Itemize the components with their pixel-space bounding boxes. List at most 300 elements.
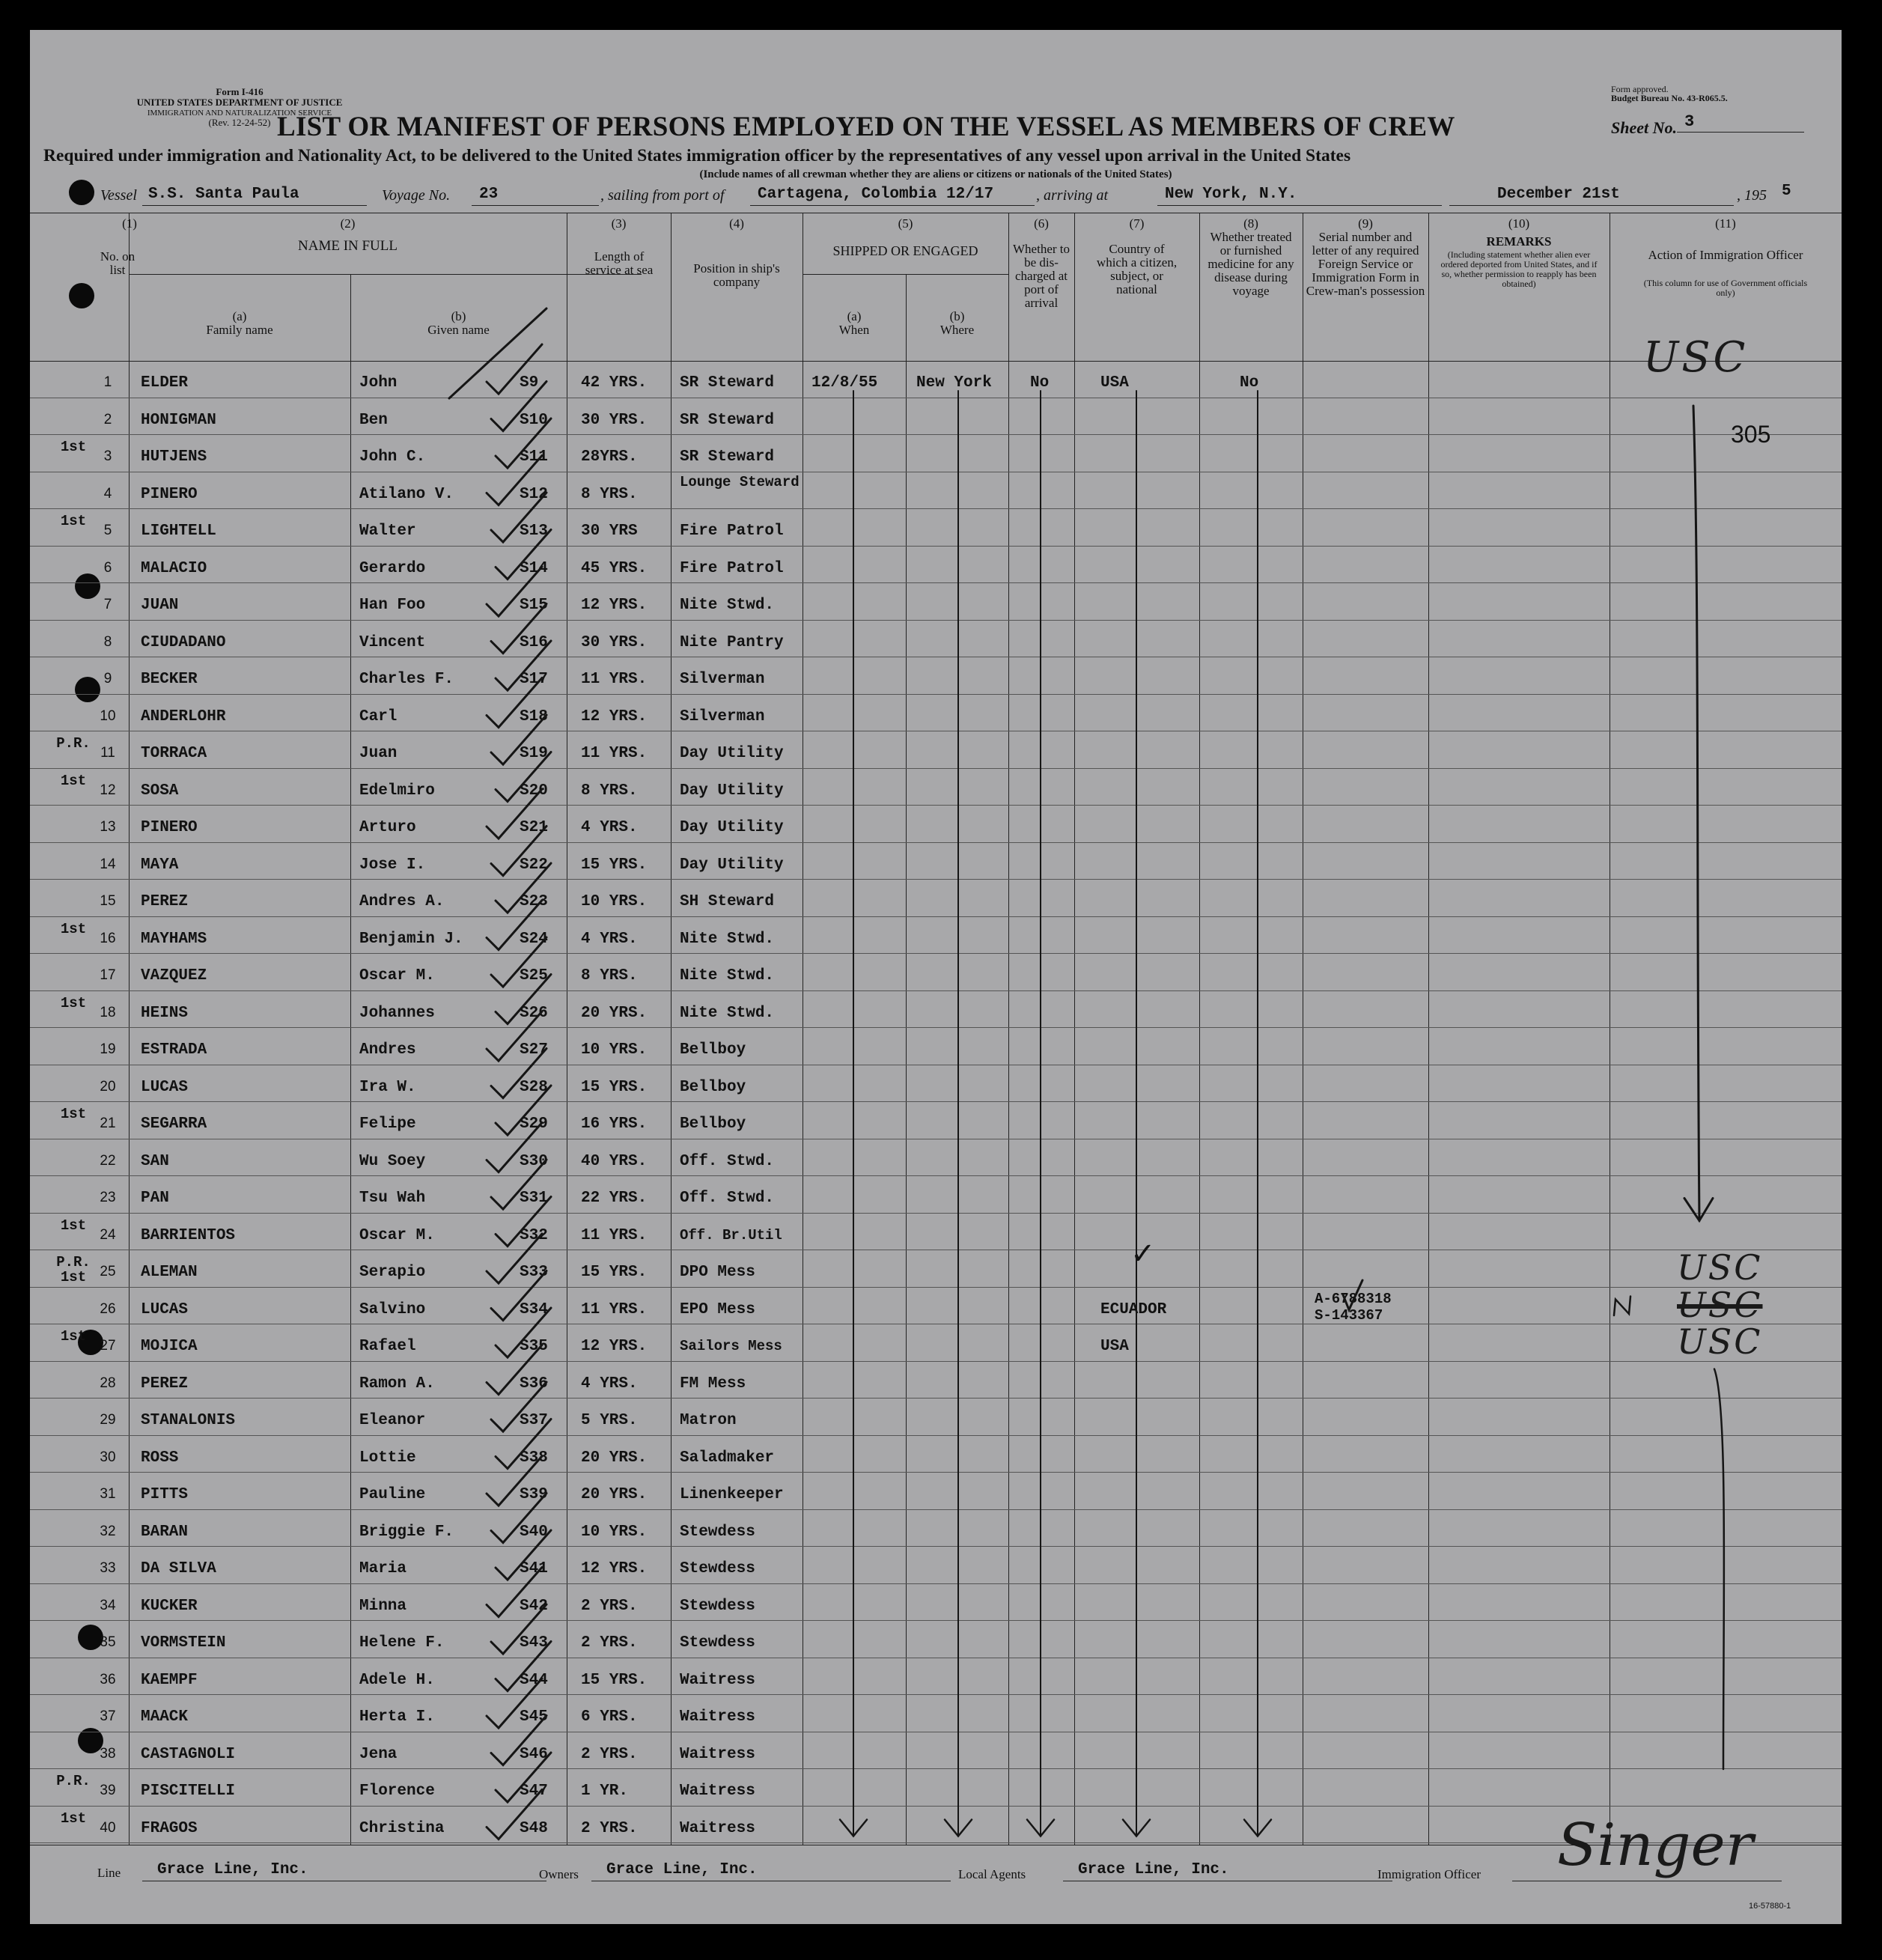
- cell-country: ECUADOR: [1100, 1300, 1167, 1318]
- form-note: (Include names of all crewman whether they are aliens or citizens or nationals of the United States): [699, 168, 1172, 180]
- cell-family: HEINS: [141, 1004, 189, 1022]
- cell-serial: S42: [520, 1597, 548, 1615]
- cell-years: 2 YRS.: [581, 1745, 638, 1763]
- cell-given: Herta I.: [359, 1708, 435, 1726]
- cell-years: 15 YRS.: [581, 1078, 648, 1096]
- cell-given: Briggie F.: [359, 1523, 454, 1541]
- form-number: Form I-416: [216, 86, 264, 97]
- cell-given: Carl: [359, 707, 398, 725]
- cell-position: Fire Patrol: [680, 559, 784, 577]
- cell-family: TORRACA: [141, 745, 207, 762]
- cell-given: Salvino: [359, 1300, 426, 1318]
- row-note: P.R.: [56, 1773, 91, 1789]
- cell-family: BARAN: [141, 1523, 189, 1541]
- agency-line-2: IMMIGRATION AND NATURALIZATION SERVICE: [147, 109, 332, 118]
- row-number: 35: [100, 1634, 116, 1650]
- cell-serial: S26: [520, 1004, 548, 1022]
- row-number: 21: [100, 1116, 116, 1131]
- cell-serial: S36: [520, 1375, 548, 1393]
- col-5a-header: (a) When: [838, 309, 870, 337]
- action-usc: USC: [1677, 1284, 1763, 1325]
- hand-check-mark: [496, 1530, 551, 1580]
- row-number: 7: [103, 597, 112, 612]
- row-number: 22: [100, 1152, 116, 1169]
- cell-serial: S13: [520, 523, 548, 540]
- row-number: 26: [100, 1300, 116, 1317]
- cell-given: Edelmiro: [359, 782, 435, 800]
- hand-check-mark: [487, 901, 542, 950]
- col-11-header: Action of Immigration Officer: [1648, 248, 1803, 262]
- cell-position: Stewdess: [680, 1597, 755, 1615]
- cell-position: Stewdess: [680, 1634, 755, 1652]
- cell-position: Bellboy: [680, 1041, 746, 1059]
- cell-position: SR Steward: [680, 448, 775, 466]
- hand-check-mark: [491, 827, 546, 876]
- row-number: 18: [100, 1004, 116, 1020]
- cell-given: Adele H.: [359, 1671, 435, 1689]
- row-number: 24: [100, 1226, 116, 1243]
- cell-given: Ramon A.: [359, 1375, 435, 1393]
- row-number: 16: [100, 930, 116, 946]
- arrow-line: [1714, 1369, 1724, 1770]
- row-number: 29: [100, 1412, 116, 1428]
- col-3-header: Length of service at sea: [585, 249, 654, 277]
- cell-given: Han Foo: [359, 597, 426, 614]
- cell-position: Off. Br.Util: [680, 1226, 782, 1244]
- cell-position: EPO Mess: [680, 1300, 755, 1318]
- footer-owners-value: Grace Line, Inc.: [606, 1861, 758, 1878]
- cell-country: USA: [1100, 374, 1129, 392]
- cell-position: FM Mess: [680, 1375, 746, 1393]
- cell-given: Lottie: [359, 1449, 416, 1467]
- cell-position: Matron: [680, 1412, 737, 1429]
- hand-check-mark: [487, 1345, 542, 1395]
- row-number: 4: [103, 485, 112, 502]
- cell-country: ✓: [1130, 1237, 1156, 1271]
- cell-family: LUCAS: [141, 1300, 189, 1318]
- cell-position: Day Utility: [680, 782, 784, 800]
- cell-years: 8 YRS.: [581, 967, 638, 984]
- hand-check-mark: [491, 1716, 546, 1765]
- row-number: 17: [100, 967, 116, 983]
- cell-serial: S15: [520, 597, 548, 614]
- cell-years: 28YRS.: [581, 448, 638, 466]
- row-number: 5: [103, 523, 112, 538]
- col-2a-header: (a) Family name: [206, 309, 273, 337]
- cell-given: Benjamin J.: [359, 930, 463, 948]
- cell-family: MAACK: [141, 1708, 189, 1726]
- cell-years: 10 YRS.: [581, 1041, 648, 1059]
- row-number: 33: [100, 1560, 116, 1576]
- hand-check-mark: [496, 1086, 551, 1135]
- cell-serial: S33: [520, 1264, 548, 1281]
- cell-family: CASTAGNOLI: [141, 1745, 236, 1763]
- row-number: 12: [100, 782, 116, 798]
- cell-years: 4 YRS.: [581, 819, 638, 836]
- form-subtitle: Required under immigration and Nationality Act, to be delivered to the United States immigration officer by the representatives of any vessel upon arrival in the United States: [43, 146, 1351, 165]
- col-6-number: (6): [1034, 216, 1049, 231]
- cell-years: 2 YRS.: [581, 1634, 638, 1652]
- cell-years: 8 YRS.: [581, 782, 638, 800]
- cell-years: 2 YRS.: [581, 1597, 638, 1615]
- cell-position: Silverman: [680, 671, 765, 688]
- cell-given: Oscar M.: [359, 1226, 435, 1244]
- cell-years: 11 YRS.: [581, 671, 648, 688]
- hand-check-mark: [487, 1790, 542, 1839]
- cell-given: Juan: [359, 745, 398, 762]
- row-number: 23: [100, 1190, 116, 1205]
- cell-years: 6 YRS.: [581, 1708, 638, 1726]
- cell-given: Ben: [359, 411, 388, 429]
- hand-check-mark: [496, 752, 551, 802]
- cell-family: PINERO: [141, 485, 198, 503]
- cell-years: 20 YRS.: [581, 1004, 648, 1022]
- col-7-header: Country of which a citizen, subject, or national: [1096, 242, 1178, 296]
- col-4-header: Position in ship's company: [693, 261, 780, 289]
- form-approved: Form approved.: [1611, 84, 1669, 94]
- col-10-header: REMARKS: [1486, 234, 1552, 249]
- cell-serial: S17: [520, 671, 548, 688]
- footer-agents-label: Local Agents: [958, 1867, 1026, 1881]
- cell-years: 12 YRS.: [581, 1560, 648, 1577]
- cell-years: 15 YRS.: [581, 1671, 648, 1689]
- cell-position: Nite Stwd.: [680, 930, 775, 948]
- officer-signature: Singer: [1557, 1812, 1753, 1879]
- cell-position: Nite Stwd.: [680, 597, 775, 614]
- hand-check-mark: [496, 1197, 551, 1247]
- cell-years: 5 YRS.: [581, 1412, 638, 1429]
- cell-serial: S9: [520, 374, 539, 392]
- hand-check-mark: [487, 567, 542, 616]
- col-10-subheader: (Including statement whether alien ever ordered deported from United States, and if so, whether permission to reapply has been obtained): [1440, 249, 1598, 289]
- row-number: 25: [100, 1264, 116, 1279]
- cell-given: Arturo: [359, 819, 416, 836]
- cell-country: USA: [1100, 1338, 1129, 1355]
- cell-years: 4 YRS.: [581, 1375, 638, 1393]
- row-number: 1: [103, 374, 112, 390]
- sailing-from: Cartagena, Colombia 12/17: [758, 186, 994, 203]
- cell-position: Day Utility: [680, 745, 784, 762]
- cell-position: SR Steward: [680, 374, 775, 392]
- cell-position: DPO Mess: [680, 1264, 755, 1281]
- cell-years: 15 YRS.: [581, 1264, 648, 1281]
- row-number: 34: [100, 1597, 116, 1613]
- cell-years: 10 YRS.: [581, 1523, 648, 1541]
- cell-given: Tsu Wah: [359, 1190, 426, 1207]
- cell-position: Day Utility: [680, 819, 784, 836]
- col-7-number: (7): [1129, 216, 1145, 231]
- cell-position: Fire Patrol: [680, 523, 784, 540]
- cell-serial: S37: [520, 1412, 548, 1429]
- cell-family: PITTS: [141, 1486, 189, 1503]
- cell-family: STANALONIS: [141, 1412, 236, 1429]
- row-number: 19: [100, 1041, 116, 1057]
- year-prefix: , 195: [1737, 187, 1767, 204]
- row-number: 15: [100, 893, 116, 909]
- cell-family: PISCITELLI: [141, 1783, 236, 1800]
- hand-check-mark: [449, 308, 546, 398]
- cell-given: Wu Soey: [359, 1152, 426, 1170]
- hand-check-mark: [487, 344, 542, 394]
- cell-position: Silverman: [680, 707, 765, 725]
- cell-serial: S48: [520, 1819, 548, 1837]
- cell-family: LUCAS: [141, 1078, 189, 1096]
- cell-given: Ira W.: [359, 1078, 416, 1096]
- cell-given: Serapio: [359, 1264, 426, 1281]
- row-note: P.R. 1st: [56, 1254, 91, 1285]
- footer-officer-label: Immigration Officer: [1377, 1867, 1481, 1881]
- year-suffix: 5: [1782, 183, 1791, 200]
- cell-serial: S14: [520, 559, 548, 577]
- row-note: P.R.: [56, 735, 91, 752]
- cell-serial: S38: [520, 1449, 548, 1467]
- cell-given: Florence: [359, 1783, 435, 1800]
- hand-check-mark: [491, 604, 546, 654]
- row-note: 1st: [60, 920, 87, 937]
- cell-serial: S43: [520, 1634, 548, 1652]
- cell-position: Waitress: [680, 1819, 755, 1837]
- cell-years: 20 YRS.: [581, 1486, 648, 1503]
- voyage-label: Voyage No.: [382, 187, 451, 204]
- cell-serial: S12: [520, 485, 548, 503]
- row-number: 20: [100, 1078, 116, 1095]
- row-number: 40: [100, 1819, 116, 1836]
- cell-serial: S47: [520, 1783, 548, 1800]
- cell-family: JUAN: [141, 597, 179, 614]
- hand-check-mark: [496, 863, 551, 913]
- cell-serial: S11: [520, 448, 548, 466]
- cell-years: 40 YRS.: [581, 1152, 648, 1170]
- row-number: 28: [100, 1375, 116, 1391]
- cell-treated: No: [1240, 374, 1259, 392]
- hand-check-mark: [487, 789, 542, 839]
- cell-given: Helene F.: [359, 1634, 445, 1652]
- cell-serial: S34: [520, 1300, 548, 1318]
- cell-family: DA SILVA: [141, 1560, 216, 1577]
- cell-discharged: No: [1030, 374, 1050, 392]
- cell-given: Pauline: [359, 1486, 426, 1503]
- cell-family: ELDER: [141, 374, 189, 392]
- cell-when: 12/8/55: [811, 374, 878, 392]
- cell-family: ESTRADA: [141, 1041, 207, 1059]
- cell-position: Bellboy: [680, 1078, 746, 1096]
- cell-given: Gerardo: [359, 559, 426, 577]
- cell-years: 8 YRS.: [581, 485, 638, 503]
- col-5-header: SHIPPED OR ENGAGED: [832, 243, 978, 258]
- hand-check-mark: [491, 493, 546, 542]
- cell-where: New York: [916, 374, 992, 392]
- action-usc-row1: USC: [1643, 333, 1749, 382]
- cell-family: KAEMPF: [141, 1671, 198, 1689]
- col-9-number: (9): [1358, 216, 1373, 231]
- row-number: 37: [100, 1708, 116, 1724]
- col-11-subheader: (This column for use of Government officials only): [1643, 278, 1808, 298]
- cell-years: 45 YRS.: [581, 559, 648, 577]
- sheet-label: Sheet No.: [1611, 118, 1677, 137]
- col-2b-header: (b) Given name: [427, 309, 490, 337]
- row-number: 2: [103, 411, 112, 427]
- cell-position: Lounge Steward: [680, 473, 800, 490]
- hand-check-mark: [491, 1160, 546, 1209]
- cell-family: SEGARRA: [141, 1116, 207, 1133]
- hand-check-mark: [487, 1123, 542, 1172]
- form-title: LIST OR MANIFEST OF PERSONS EMPLOYED ON THE VESSEL AS MEMBERS OF CREW: [277, 112, 1455, 142]
- hand-check-mark: [491, 1382, 546, 1431]
- row-note: 1st: [60, 994, 87, 1011]
- cell-family: SAN: [141, 1152, 169, 1170]
- hand-check-mark: [1343, 1280, 1362, 1310]
- row-number: 6: [103, 559, 112, 576]
- cell-given: Andres A.: [359, 893, 445, 910]
- cell-given: Maria: [359, 1560, 407, 1577]
- form-revision: (Rev. 12-24-52): [208, 117, 271, 128]
- vessel-label: Vessel: [100, 187, 137, 204]
- hand-n-mark: [1614, 1297, 1630, 1316]
- hand-check-mark: [491, 1604, 546, 1654]
- row-note: 1st: [60, 439, 87, 455]
- cell-given: Charles F.: [359, 671, 454, 688]
- cell-given: Rafael: [359, 1338, 416, 1355]
- row-number: 10: [100, 707, 116, 724]
- cell-family: PINERO: [141, 819, 198, 836]
- row-note: 1st: [60, 1328, 87, 1345]
- cell-given: Jose I.: [359, 856, 426, 874]
- hand-check-mark: [491, 1049, 546, 1098]
- cell-family: ROSS: [141, 1449, 179, 1467]
- hand-check-mark: [496, 1308, 551, 1357]
- cell-given: Atilano V.: [359, 485, 454, 503]
- col-6-header: Whether to be dis-charged at port of arrival: [1013, 242, 1070, 310]
- cell-family: MOJICA: [141, 1338, 198, 1355]
- hand-check-mark: [487, 678, 542, 728]
- cell-given: Felipe: [359, 1116, 416, 1133]
- cell-family: MALACIO: [141, 559, 207, 577]
- hand-check-mark: [496, 419, 551, 468]
- row-number: 38: [100, 1745, 116, 1762]
- row-note: 1st: [60, 1217, 87, 1234]
- sheet-number: 3: [1684, 112, 1695, 131]
- cell-family: PEREZ: [141, 1375, 189, 1393]
- footer-line-label: Line: [97, 1866, 121, 1880]
- cell-family: FRAGOS: [141, 1819, 198, 1837]
- hand-check-mark: [496, 1419, 551, 1469]
- cell-serial: S31: [520, 1190, 548, 1207]
- hand-check-mark: [487, 1679, 542, 1728]
- cell-serial: S39: [520, 1486, 548, 1503]
- hand-check-mark: [491, 715, 546, 764]
- row-number: 14: [100, 856, 116, 872]
- hand-check-mark: [496, 530, 551, 579]
- cell-years: 11 YRS.: [581, 745, 648, 762]
- col-2-number: (2): [340, 216, 356, 231]
- cell-position: Day Utility: [680, 856, 784, 874]
- cell-family: KUCKER: [141, 1597, 198, 1615]
- cell-serial: S30: [520, 1152, 548, 1170]
- arriving-label: , arriving at: [1036, 187, 1109, 204]
- cell-position: Waitress: [680, 1671, 755, 1689]
- cell-serial: S22: [520, 856, 548, 874]
- cell-position: Sailors Mess: [680, 1338, 782, 1354]
- agency-line-1: UNITED STATES DEPARTMENT OF JUSTICE: [136, 97, 343, 108]
- hand-check-mark: [491, 1494, 546, 1543]
- hand-check-mark: [487, 1568, 542, 1617]
- cell-years: 11 YRS.: [581, 1300, 648, 1318]
- cell-family: MAYHAMS: [141, 930, 207, 948]
- footer-form-code: 16-57880-1: [1749, 1902, 1791, 1911]
- cell-years: 30 YRS.: [581, 411, 648, 429]
- cell-position: Linenkeeper: [680, 1486, 784, 1503]
- row-number: 27: [100, 1338, 116, 1354]
- cell-serial: S25: [520, 967, 548, 984]
- cell-years: 4 YRS.: [581, 930, 638, 948]
- cell-serial: S18: [520, 707, 548, 725]
- action-usc: USC: [1677, 1247, 1763, 1288]
- col-8-header: Whether treated or furnished medicine for any disease during voyage: [1208, 230, 1294, 298]
- cell-family: PAN: [141, 1190, 169, 1207]
- cell-position: Nite Stwd.: [680, 967, 775, 984]
- cell-years: 2 YRS.: [581, 1819, 638, 1837]
- cell-given: John: [359, 374, 398, 392]
- cell-years: 16 YRS.: [581, 1116, 648, 1133]
- cell-serial: S10: [520, 411, 548, 429]
- col-5b-header: (b) Where: [940, 309, 975, 337]
- cell-family: VORMSTEIN: [141, 1634, 226, 1652]
- row-number: 36: [100, 1671, 116, 1687]
- hand-check-mark: [487, 1456, 542, 1506]
- cell-serial: S44: [520, 1671, 548, 1689]
- cell-serial: S23: [520, 893, 548, 910]
- arrow-line: [1693, 406, 1699, 1221]
- voyage-number: 23: [479, 186, 499, 203]
- cell-serial: S41: [520, 1560, 548, 1577]
- cell-position: Nite Stwd.: [680, 1004, 775, 1022]
- sailing-label: , sailing from port of: [600, 187, 725, 204]
- cell-position: SR Steward: [680, 411, 775, 429]
- col-11-number: (11): [1715, 216, 1736, 231]
- footer-agents-value: Grace Line, Inc.: [1078, 1861, 1229, 1878]
- cell-family: HONIGMAN: [141, 411, 216, 429]
- cell-serial: S27: [520, 1041, 548, 1059]
- cell-years: 10 YRS.: [581, 893, 648, 910]
- col-9-header: Serial number and letter of any required Foreign Service or Immigration Form in Crew-man's possession: [1306, 230, 1425, 298]
- cell-given: Christina: [359, 1819, 445, 1837]
- hand-check-mark: [487, 456, 542, 505]
- row-note: 1st: [60, 1106, 87, 1122]
- cell-serial: S19: [520, 745, 548, 762]
- cell-given: Jena: [359, 1745, 398, 1763]
- cell-family: LIGHTELL: [141, 523, 216, 540]
- cell-given: John C.: [359, 448, 426, 466]
- footer-owners-label: Owners: [539, 1867, 579, 1881]
- row-number: 30: [100, 1449, 116, 1465]
- cell-years: 12 YRS.: [581, 707, 648, 725]
- budget-bureau: Budget Bureau No. 43-R065.5.: [1611, 93, 1728, 103]
- cell-family: PEREZ: [141, 893, 189, 910]
- cell-position: Waitress: [680, 1708, 755, 1726]
- cell-serial: S28: [520, 1078, 548, 1096]
- hand-check-mark: [487, 1011, 542, 1061]
- cell-serial-form: A-6788318 S-143367: [1315, 1290, 1392, 1324]
- row-note: 1st: [60, 513, 87, 529]
- row-number: 9: [103, 671, 112, 687]
- cell-serial: S40: [520, 1523, 548, 1541]
- action-usc: USC: [1677, 1321, 1763, 1362]
- cell-serial: S16: [520, 633, 548, 651]
- hand-check-mark: [496, 1642, 551, 1691]
- col-3-number: (3): [611, 216, 627, 231]
- footer-line-value: Grace Line, Inc.: [157, 1861, 308, 1878]
- cell-family: MAYA: [141, 856, 179, 874]
